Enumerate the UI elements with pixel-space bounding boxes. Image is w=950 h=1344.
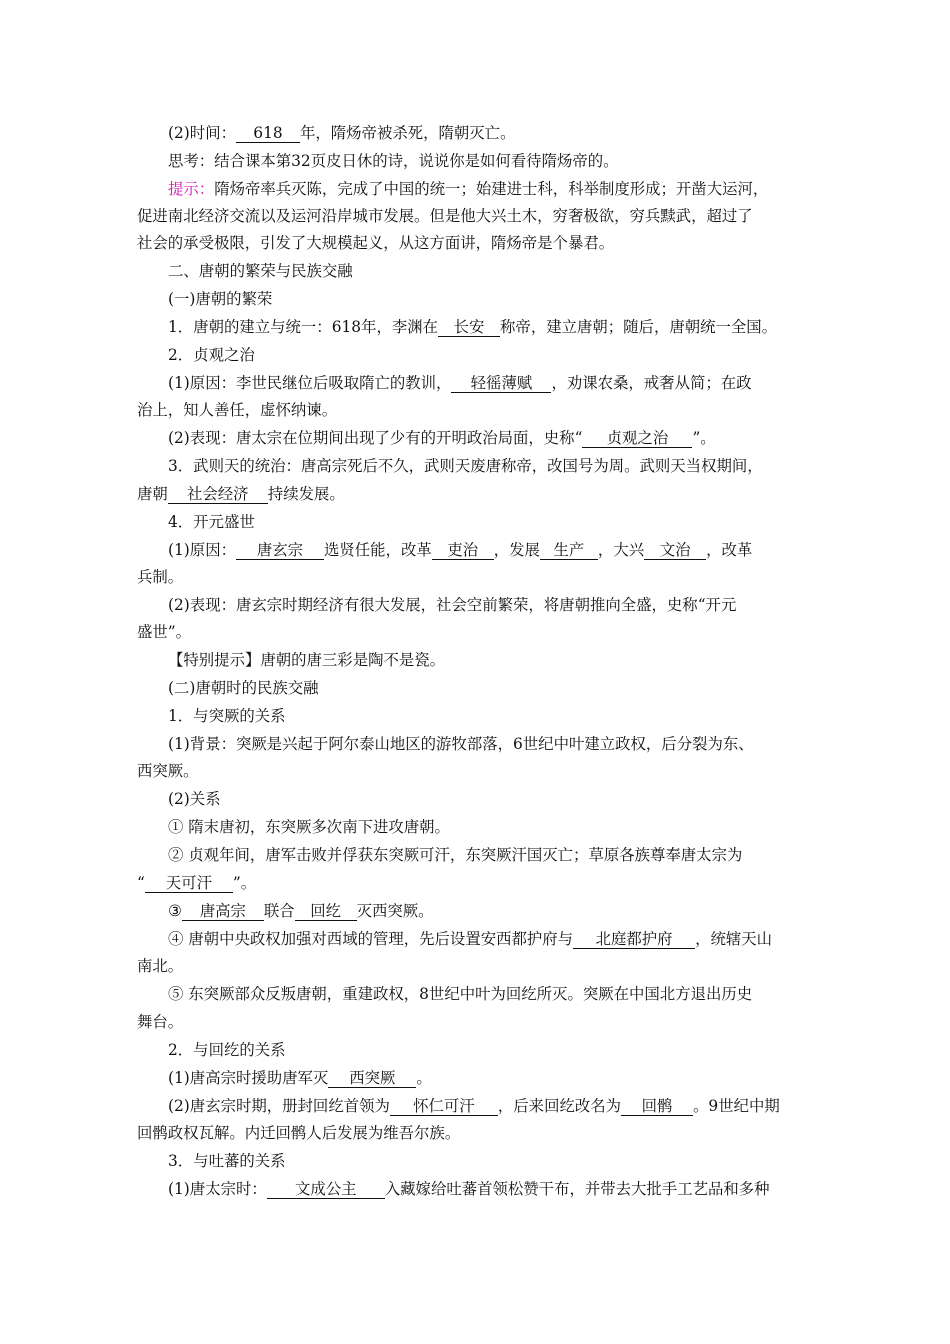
- text-line: [168, 512, 255, 532]
- line-text: 促进南北经济交流以及运河沿岸城市发展。但是他大兴土木，穷奢极欲，穷兵黩武，超过了: [137, 207, 753, 225]
- line-text: 4．开元盛世: [168, 513, 255, 531]
- line-text: (1)唐太宗时：: [168, 1180, 267, 1198]
- hint-label: 提示：: [168, 180, 215, 198]
- text-line: [137, 233, 614, 253]
- blank-answer: 社会经济: [168, 485, 268, 504]
- line-text: 舞台。: [137, 1013, 184, 1031]
- line-text: (2)时间：: [168, 124, 236, 142]
- line-text: (1)原因：李世民继位后吸取隋亡的教训，: [168, 374, 452, 392]
- line-text: ⑤ 东突厥部众反叛唐朝，重建政权，8世纪中叶为回纥所灭。突厥在中国北方退出历史: [168, 985, 753, 1003]
- text-line: [137, 567, 183, 587]
- line-text: ，统辖天山: [695, 930, 773, 948]
- blank-answer: 怀仁可汗: [390, 1097, 498, 1116]
- line-text: (一)唐朝的繁荣: [168, 290, 273, 308]
- line-text: (1)背景：突厥是兴起于阿尔泰山地区的游牧部落，6世纪中叶建立政权，后分裂为东、: [168, 735, 754, 753]
- blank-answer: 唐高宗: [182, 902, 264, 921]
- line-text: (2)唐玄宗时期，册封回纥首领为: [168, 1097, 390, 1115]
- text-line: [168, 1068, 432, 1088]
- text-line: [137, 622, 191, 642]
- line-text: 。9世纪中期: [693, 1097, 780, 1115]
- line-text: ，后来回纥改名为: [497, 1097, 622, 1115]
- text-line: [168, 123, 515, 143]
- line-text: (2)表现：唐太宗在位期间出现了少有的开明政治局面，史称“: [168, 429, 583, 447]
- line-text: ③: [168, 902, 182, 920]
- line-text: 南北。: [137, 957, 184, 975]
- line-text: (二)唐朝时的民族交融: [168, 679, 319, 697]
- text-line: [137, 206, 753, 226]
- text-line: [168, 789, 221, 809]
- line-text: 兵制。: [137, 568, 184, 586]
- text-line: [137, 1012, 183, 1032]
- blank-answer: 回鹘: [621, 1097, 693, 1116]
- line-text: (1)原因：: [168, 541, 236, 559]
- line-text: (2)表现：唐玄宗时期经济有很大发展，社会空前繁荣，将唐朝推向全盛，史称“开元: [168, 596, 737, 614]
- blank-answer: 文治: [644, 541, 706, 560]
- blank-answer: 西突厥: [328, 1069, 416, 1088]
- line-text: 思考：结合课本第32页皮日休的诗，说说你是如何看待隋炀帝的。: [168, 152, 619, 170]
- line-text: 。: [416, 1069, 432, 1087]
- line-text: 2．贞观之治: [168, 346, 255, 364]
- text-line: [137, 400, 337, 420]
- subsection-heading: [168, 678, 319, 698]
- text-line: [168, 317, 777, 337]
- text-line: [168, 345, 255, 365]
- blank-answer: 北庭都护府: [573, 930, 695, 949]
- text-line: [168, 984, 752, 1004]
- blank-answer: 唐玄宗: [236, 541, 324, 560]
- line-text: 选贤任能，改革: [323, 541, 432, 559]
- line-text: 西突厥。: [137, 762, 199, 780]
- section-heading: [168, 261, 353, 281]
- text-line: [168, 901, 434, 921]
- special-tip: [168, 650, 445, 670]
- blank-answer: 回纥: [295, 902, 357, 921]
- line-text: ”。: [232, 874, 257, 892]
- line-text: 3．与吐蕃的关系: [168, 1152, 286, 1170]
- blank-answer: 天可汗: [145, 874, 233, 893]
- line-text: 持续发展。: [267, 485, 345, 503]
- text-line: [168, 540, 752, 560]
- line-text: ① 隋末唐初，东突厥多次南下进攻唐朝。: [168, 818, 450, 836]
- blank-answer: 生产: [540, 541, 598, 560]
- line-text: (1)唐高宗时援助唐军灭: [168, 1069, 329, 1087]
- text-line: [168, 373, 752, 393]
- line-text: 盛世”。: [137, 623, 192, 641]
- line-text: ，劝课农桑，戒奢从简；在政: [551, 374, 752, 392]
- blank-answer: 贞观之治: [582, 429, 692, 448]
- line-text: 1．唐朝的建立与统一：618年，李渊在: [168, 318, 439, 336]
- line-text: 入藏嫁给吐蕃首领松赞干布，并带去大批手工艺品和多种: [384, 1180, 770, 1198]
- text-line: [168, 595, 736, 615]
- text-line: [168, 1151, 286, 1171]
- line-text: “: [137, 874, 145, 892]
- line-text: ，发展: [493, 541, 540, 559]
- blank-answer: 618: [236, 124, 300, 143]
- blank-answer: 文成公主: [267, 1180, 385, 1199]
- text-line: [137, 1123, 460, 1143]
- subsection-heading: [168, 289, 272, 309]
- line-text: 1．与突厥的关系: [168, 707, 286, 725]
- text-line: [168, 734, 754, 754]
- text-line: [137, 873, 256, 893]
- line-text: ，大兴: [597, 541, 645, 559]
- line-text: (2)关系: [168, 790, 221, 808]
- line-text: 唐朝: [137, 485, 168, 503]
- text-line: [168, 845, 742, 865]
- blank-answer: 吏治: [432, 541, 494, 560]
- line-text: 治上，知人善任，虚怀纳谏。: [137, 401, 338, 419]
- text-line: [168, 817, 450, 837]
- text-line: [168, 706, 286, 726]
- text-line: [137, 956, 183, 976]
- text-line: [168, 1096, 780, 1116]
- text-line: [137, 761, 199, 781]
- text-line: [168, 929, 772, 949]
- blank-answer: 轻徭薄赋: [451, 374, 551, 393]
- text-line: [168, 179, 768, 199]
- line-text: 社会的承受极限，引发了大规模起义，从这方面讲，隋炀帝是个暴君。: [137, 234, 615, 252]
- text-line: [168, 428, 716, 448]
- line-text: 二、唐朝的繁荣与民族交融: [168, 262, 353, 280]
- text-line: [168, 456, 763, 476]
- line-text: ”。: [692, 429, 716, 447]
- blank-answer: 长安: [438, 318, 500, 337]
- text-line: [168, 1179, 770, 1199]
- text-line: [168, 1040, 286, 1060]
- line-text: 3．武则天的统治：唐高宗死后不久，武则天废唐称帝，改国号为周。武则天当权期间，: [168, 457, 763, 475]
- line-text: 2．与回纥的关系: [168, 1041, 286, 1059]
- text-line: [168, 151, 619, 171]
- line-text: 年，隋炀帝被杀死，隋朝灭亡。: [299, 124, 516, 142]
- line-text: ② 贞观年间，唐军击败并俘获东突厥可汗，东突厥汗国灭亡；草原各族尊奉唐太宗为: [168, 846, 743, 864]
- line-text: 灭西突厥。: [356, 902, 434, 920]
- text-line: [137, 484, 345, 504]
- line-text: 隋炀帝率兵灭陈，完成了中国的统一；始建进士科，科举制度形成；开凿大运河，: [214, 180, 769, 198]
- line-text: ，改革: [706, 541, 753, 559]
- line-text: 联合: [263, 902, 295, 920]
- line-text: 称帝，建立唐朝；随后，唐朝统一全国。: [500, 318, 778, 336]
- line-text: 【特别提示】唐朝的唐三彩是陶不是瓷。: [168, 651, 446, 669]
- line-text: 回鹘政权瓦解。内迁回鹘人后发展为维吾尔族。: [137, 1124, 461, 1142]
- line-text: ④ 唐朝中央政权加强对西域的管理，先后设置安西都护府与: [168, 930, 574, 948]
